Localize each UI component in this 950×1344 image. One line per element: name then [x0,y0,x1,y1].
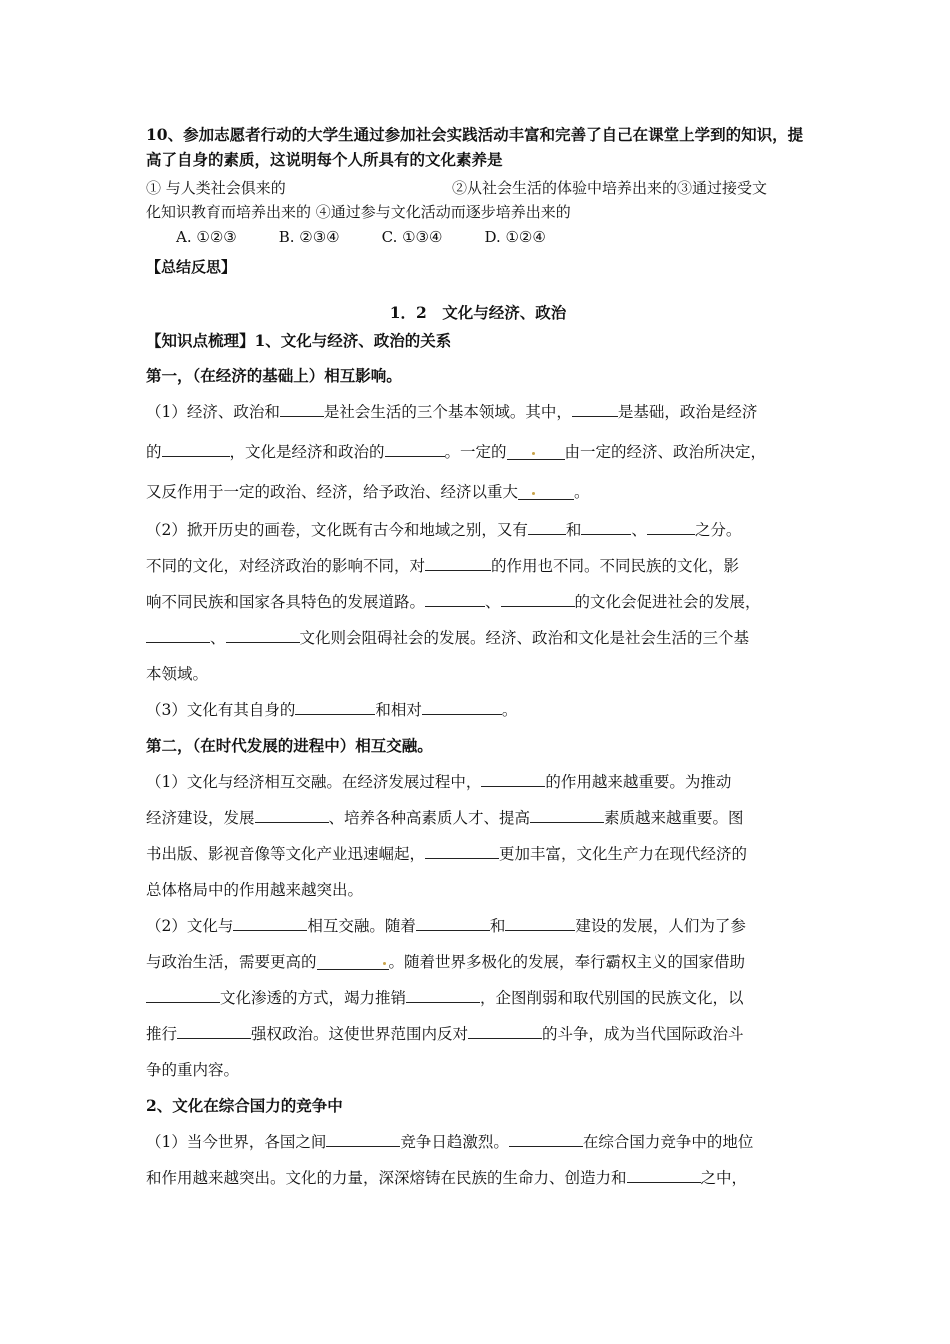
blank [572,400,618,417]
blank [233,914,307,931]
blank [530,806,604,823]
blank [505,914,575,931]
first-line-2: 的 ，文化是经济和政治的 。一定的 由一定的经济、政治所决定， [146,440,766,462]
first-line-7: 、 文化则会阻碍社会的发展。经济、政治和文化是社会生活的三个基 [146,626,749,648]
blank [528,518,566,535]
choice-c: C. ①③④ [381,228,443,246]
summary-heading: 【总结反思】 [146,258,237,276]
blank [280,400,324,417]
first-line-4: （2）掀开历史的画卷，文化既有古今和地域之别，又有 和 、 之分。 [146,518,741,540]
blank [255,806,329,823]
second-line-8: 推行 强权政治。这使世界范围内反对 的斗争，成为当代国际政治斗 [146,1022,744,1044]
blank [425,842,499,859]
blank [518,483,574,500]
second-line-6: 与政治生活，需要更高的 。随着世界多极化的发展，奉行霸权主义的国家借助 [146,953,746,971]
question-10-option-line-2: 化知识教育而培养出来的 ④通过参与文化活动而逐步培养出来的 [146,203,571,221]
blank [468,1022,542,1039]
first-line-9: （3）文化有其自身的 和相对 。 [146,698,517,720]
blank [326,1130,400,1147]
first-line-8: 本领域。 [146,665,209,683]
second-line-1: （1）文化与经济相互交融。在经济发展过程中， 的作用越来越重要。为推动 [146,770,731,792]
blank [425,590,485,607]
blank [422,698,502,715]
first-line-5: 不同的文化，对经济政治的影响不同，对 的作用也不同。不同民族的文化，影 [146,554,739,576]
blank [425,554,491,571]
blank [146,626,210,643]
first-line-3: 又反作用于一定的政治、经济，给予政治、经济以重大 。 [146,483,590,501]
blank [507,443,565,460]
blank [385,440,445,457]
knowledge-heading: 【知识点梳理】1、文化与经济、政治的关系 [146,331,452,350]
first-title: 第一，（在经济的基础上）相互影响。 [146,366,402,385]
blank [295,698,375,715]
blank [317,953,389,970]
blank [481,770,545,787]
blank [581,518,631,535]
question-10-option-2: ②从社会生活的体验中培养出来的③通过接受文 [452,179,768,197]
blank [406,986,480,1003]
choice-d: D. ①②④ [484,228,546,246]
blank [647,518,695,535]
blank [501,590,575,607]
heading-2: 2、文化在综合国力的竞争中 [146,1096,343,1115]
second-line-4: 总体格局中的作用越来越突出。 [146,881,364,899]
choice-b: B. ②③④ [278,228,340,246]
second-line-3: 书出版、影视音像等文化产业迅速崛起， 更加丰富，文化生产力在现代经济的 [146,842,747,864]
choice-a: A. ①②③ [176,228,237,246]
question-10-choices [176,228,588,246]
third-line-1: （1）当今世界，各国之间 竞争日趋激烈。 在综合国力竞争中的地位 [146,1130,753,1152]
blank [177,1022,251,1039]
blank [226,626,300,643]
blank [146,986,220,1003]
section-title: 1．2 文化与经济、政治 [389,303,567,322]
blank [162,440,230,457]
first-line-6: 响不同民族和国家各具特色的发展道路。 、 的文化会促进社会的发展， [146,590,761,612]
first-line-1: （1）经济、政治和 是社会生活的三个基本领域。其中， 是基础，政治是经济 [146,400,757,422]
second-title: 第二，（在时代发展的进程中）相互交融。 [146,736,433,755]
third-line-2: 和作用越来越突出。文化的力量，深深熔铸在民族的生命力、创造力和 之中， [146,1166,747,1188]
question-10-option-1: ① 与人类社会俱来的 [146,179,286,197]
blank [509,1130,583,1147]
blank [416,914,490,931]
second-line-5: （2）文化与 相互交融。随着 和 建设的发展，人们为了参 [146,914,746,936]
second-line-9: 争的重内容。 [146,1061,240,1079]
second-line-7: 文化渗透的方式，竭力推销 ，企图削弱和取代别国的民族文化，以 [146,986,744,1008]
second-line-2: 经济建设，发展 、培养各种高素质人才、提高 素质越来越重要。图 [146,806,744,828]
question-10-stem: 10、参加志愿者行动的大学生通过参加社会实践活动丰富和完善了自己在课堂上学到的知识，提高了自身的素质，这说明每个人所具有的文化素养是 [146,125,804,169]
blank [627,1166,701,1183]
